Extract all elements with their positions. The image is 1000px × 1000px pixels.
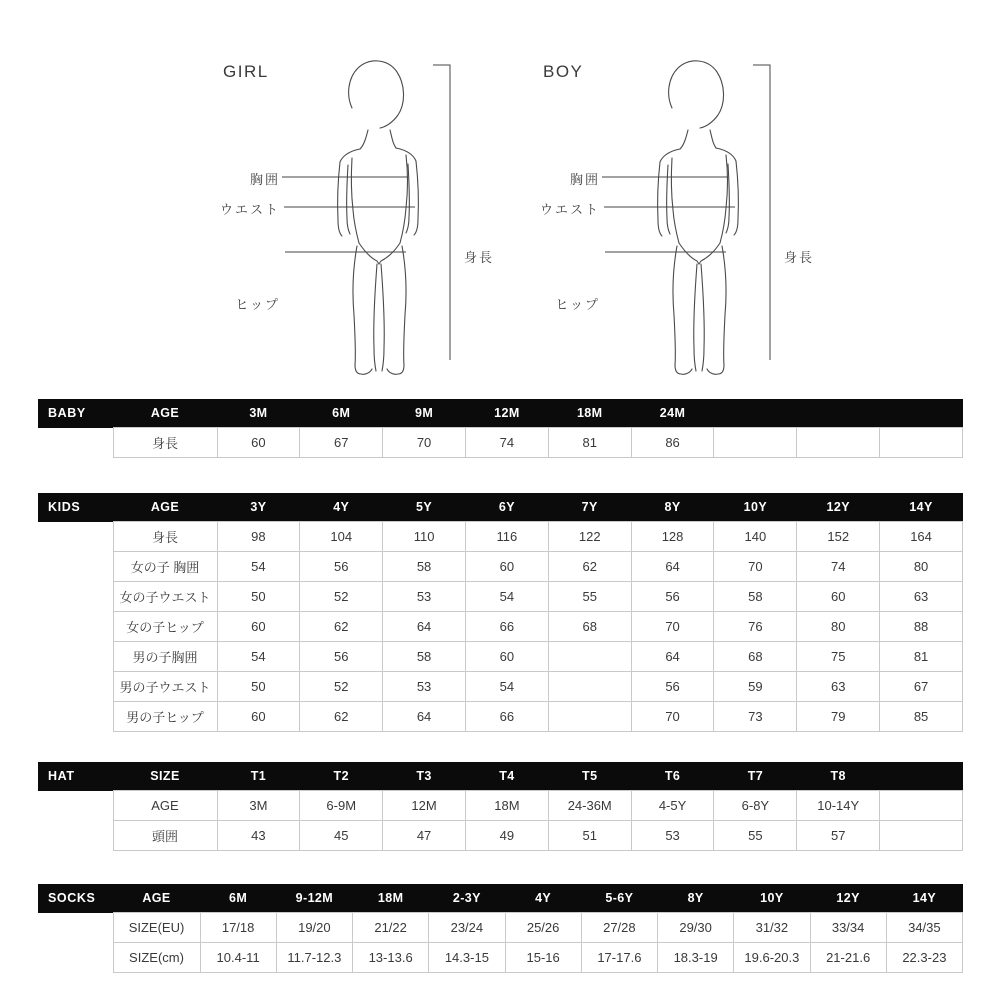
table-row [38, 552, 963, 582]
column-header [880, 399, 963, 428]
size-cell: 13-13.6 [353, 943, 429, 973]
size-cell: 98 [217, 522, 300, 552]
column-header: T8 [797, 762, 880, 791]
table-row [38, 821, 963, 851]
size-cell: 56 [631, 582, 714, 612]
measurement-lines [602, 65, 770, 360]
size-cell: 12M [383, 791, 466, 821]
corner-cell [38, 642, 113, 672]
size-cell: 52 [300, 672, 383, 702]
boy-height-label: 身長 [784, 250, 815, 265]
size-cell: 62 [300, 702, 383, 732]
height-bracket-line [753, 65, 770, 360]
size-cell: 3M [217, 791, 300, 821]
corner-cell [38, 522, 113, 552]
boy-chest-label: 胸囲 [569, 172, 600, 187]
size-cell: 81 [548, 428, 631, 458]
baby-size-table [38, 399, 963, 458]
table-row [38, 582, 963, 612]
column-header: 3M [217, 399, 300, 428]
size-cell: 57 [797, 821, 880, 851]
row-label: AGE [113, 791, 217, 821]
size-cell: 15-16 [505, 943, 581, 973]
column-header [714, 399, 797, 428]
size-cell: 64 [383, 612, 466, 642]
size-cell: 128 [631, 522, 714, 552]
girl-hip-label: ヒップ [235, 297, 280, 312]
table-row [38, 913, 963, 943]
corner-cell [38, 672, 113, 702]
table-row [38, 791, 963, 821]
size-cell: 56 [631, 672, 714, 702]
column-header: 7Y [548, 493, 631, 522]
row-label: 頭囲 [113, 821, 217, 851]
size-cell: 49 [465, 821, 548, 851]
category-label: SOCKS [38, 884, 113, 913]
column-header: 10Y [734, 884, 810, 913]
size-cell: 23/24 [429, 913, 505, 943]
size-cell: 64 [383, 702, 466, 732]
corner-cell [38, 913, 113, 943]
size-cell: 33/34 [810, 913, 886, 943]
corner-cell [38, 702, 113, 732]
size-cell [548, 672, 631, 702]
size-cell: 66 [465, 612, 548, 642]
row-label: 男の子ウエスト [113, 672, 217, 702]
size-cell: 116 [465, 522, 548, 552]
size-cell: 68 [548, 612, 631, 642]
header-row-label: SIZE [113, 762, 217, 791]
size-cell: 88 [880, 612, 963, 642]
column-header: T2 [300, 762, 383, 791]
size-cell: 62 [548, 552, 631, 582]
column-header: 18M [353, 884, 429, 913]
column-header: 6M [200, 884, 276, 913]
size-cell: 74 [465, 428, 548, 458]
size-cell: 58 [714, 582, 797, 612]
corner-cell [38, 821, 113, 851]
table-row [38, 522, 963, 552]
size-cell: 53 [383, 672, 466, 702]
size-cell: 58 [383, 642, 466, 672]
size-cell: 70 [631, 702, 714, 732]
corner-cell [38, 552, 113, 582]
table-row [38, 428, 963, 458]
size-cell: 31/32 [734, 913, 810, 943]
column-header: 6Y [465, 493, 548, 522]
size-cell: 54 [217, 552, 300, 582]
girl-chest-label: 胸囲 [249, 172, 280, 187]
size-cell: 164 [880, 522, 963, 552]
size-cell: 64 [631, 642, 714, 672]
size-cell: 55 [714, 821, 797, 851]
size-cell [880, 821, 963, 851]
size-cell: 81 [880, 642, 963, 672]
child-body-outline [658, 61, 739, 374]
size-cell: 6-9M [300, 791, 383, 821]
size-cell: 66 [465, 702, 548, 732]
row-label: SIZE(EU) [113, 913, 200, 943]
size-cell: 67 [300, 428, 383, 458]
size-cell: 60 [217, 428, 300, 458]
size-cell: 22.3-23 [886, 943, 962, 973]
size-cell: 60 [465, 552, 548, 582]
column-header: 8Y [631, 493, 714, 522]
height-bracket-line [433, 65, 450, 360]
socks-size-table [38, 884, 963, 973]
size-cell: 10.4-11 [200, 943, 276, 973]
size-cell: 27/28 [581, 913, 657, 943]
size-cell: 53 [631, 821, 714, 851]
boy-title: BOY [543, 62, 584, 81]
size-cell: 60 [217, 612, 300, 642]
column-header: 12M [465, 399, 548, 428]
size-cell: 10-14Y [797, 791, 880, 821]
column-header: 6M [300, 399, 383, 428]
boy-waist-label: ウエスト [539, 202, 600, 217]
column-header: T7 [714, 762, 797, 791]
girl-height-label: 身長 [464, 250, 495, 265]
column-header: T4 [465, 762, 548, 791]
size-cell: 56 [300, 642, 383, 672]
size-cell: 59 [714, 672, 797, 702]
size-cell: 47 [383, 821, 466, 851]
size-cell: 152 [797, 522, 880, 552]
size-cell: 55 [548, 582, 631, 612]
size-cell: 51 [548, 821, 631, 851]
size-cell [880, 428, 963, 458]
size-cell: 85 [880, 702, 963, 732]
size-cell: 70 [714, 552, 797, 582]
row-label: 身長 [113, 522, 217, 552]
table-row [38, 612, 963, 642]
row-label: 身長 [113, 428, 217, 458]
column-header: 4Y [505, 884, 581, 913]
category-label: HAT [38, 762, 113, 791]
girl-measurement-diagram [180, 50, 520, 395]
size-cell: 18.3-19 [658, 943, 734, 973]
column-header [797, 399, 880, 428]
column-header: T1 [217, 762, 300, 791]
size-cell: 76 [714, 612, 797, 642]
column-header: T3 [383, 762, 466, 791]
size-cell: 70 [631, 612, 714, 642]
size-cell: 24-36M [548, 791, 631, 821]
category-label: KIDS [38, 493, 113, 522]
column-header: 3Y [217, 493, 300, 522]
size-cell [548, 642, 631, 672]
size-cell: 54 [465, 672, 548, 702]
column-header: 2-3Y [429, 884, 505, 913]
child-body-outline [338, 61, 419, 374]
size-cell: 50 [217, 672, 300, 702]
size-cell: 52 [300, 582, 383, 612]
size-cell: 58 [383, 552, 466, 582]
corner-cell [38, 582, 113, 612]
size-cell: 64 [631, 552, 714, 582]
kids-size-table [38, 493, 963, 732]
column-header: 24M [631, 399, 714, 428]
size-cell: 21-21.6 [810, 943, 886, 973]
size-cell: 63 [880, 582, 963, 612]
size-cell: 25/26 [505, 913, 581, 943]
size-cell: 21/22 [353, 913, 429, 943]
size-cell: 60 [465, 642, 548, 672]
size-cell: 79 [797, 702, 880, 732]
corner-cell [38, 791, 113, 821]
size-cell: 62 [300, 612, 383, 642]
size-cell: 19.6-20.3 [734, 943, 810, 973]
column-header: 12Y [797, 493, 880, 522]
size-cell: 17/18 [200, 913, 276, 943]
header-row-label: AGE [113, 884, 200, 913]
boy-measurement-diagram [500, 50, 840, 395]
size-cell: 104 [300, 522, 383, 552]
size-cell [714, 428, 797, 458]
size-cell: 67 [880, 672, 963, 702]
size-cell: 60 [797, 582, 880, 612]
column-header: T5 [548, 762, 631, 791]
size-cell [548, 702, 631, 732]
header-row-label: AGE [113, 493, 217, 522]
row-label: 男の子胸囲 [113, 642, 217, 672]
girl-waist-label: ウエスト [219, 202, 280, 217]
column-header: 9-12M [276, 884, 352, 913]
row-label: 女の子 胸囲 [113, 552, 217, 582]
column-header: 8Y [658, 884, 734, 913]
girl-title: GIRL [223, 62, 269, 81]
column-header: 5Y [383, 493, 466, 522]
size-cell: 43 [217, 821, 300, 851]
girl-body-outline-drawing [180, 50, 520, 395]
size-cell: 68 [714, 642, 797, 672]
table-row [38, 943, 963, 973]
table-row [38, 702, 963, 732]
table-row [38, 672, 963, 702]
measurement-lines [282, 65, 450, 360]
column-header: 10Y [714, 493, 797, 522]
size-cell: 140 [714, 522, 797, 552]
size-cell: 86 [631, 428, 714, 458]
boy-body-outline-drawing [500, 50, 840, 395]
size-cell: 80 [880, 552, 963, 582]
size-cell: 122 [548, 522, 631, 552]
size-cell: 4-5Y [631, 791, 714, 821]
row-label: 女の子ウエスト [113, 582, 217, 612]
size-cell: 110 [383, 522, 466, 552]
size-cell: 34/35 [886, 913, 962, 943]
column-header: 14Y [886, 884, 962, 913]
column-header: 9M [383, 399, 466, 428]
column-header: T6 [631, 762, 714, 791]
size-cell: 14.3-15 [429, 943, 505, 973]
size-cell: 75 [797, 642, 880, 672]
size-cell: 56 [300, 552, 383, 582]
boy-hip-label: ヒップ [555, 297, 600, 312]
column-header: 14Y [880, 493, 963, 522]
category-label: BABY [38, 399, 113, 428]
size-cell [797, 428, 880, 458]
size-cell: 53 [383, 582, 466, 612]
corner-cell [38, 943, 113, 973]
size-cell: 73 [714, 702, 797, 732]
column-header [880, 762, 963, 791]
header-row-label: AGE [113, 399, 217, 428]
column-header: 18M [548, 399, 631, 428]
size-cell: 18M [465, 791, 548, 821]
size-cell: 45 [300, 821, 383, 851]
size-cell: 29/30 [658, 913, 734, 943]
row-label: 男の子ヒップ [113, 702, 217, 732]
size-cell: 17-17.6 [581, 943, 657, 973]
size-cell: 54 [217, 642, 300, 672]
row-label: SIZE(cm) [113, 943, 200, 973]
column-header: 4Y [300, 493, 383, 522]
table-row [38, 642, 963, 672]
column-header: 5-6Y [581, 884, 657, 913]
size-cell: 80 [797, 612, 880, 642]
hat-size-table [38, 762, 963, 851]
row-label: 女の子ヒップ [113, 612, 217, 642]
corner-cell [38, 612, 113, 642]
size-cell: 74 [797, 552, 880, 582]
size-cell: 11.7-12.3 [276, 943, 352, 973]
size-cell: 63 [797, 672, 880, 702]
size-cell: 19/20 [276, 913, 352, 943]
column-header: 12Y [810, 884, 886, 913]
size-cell: 50 [217, 582, 300, 612]
corner-cell [38, 428, 113, 458]
size-cell: 6-8Y [714, 791, 797, 821]
size-cell: 54 [465, 582, 548, 612]
size-cell: 70 [383, 428, 466, 458]
size-cell: 60 [217, 702, 300, 732]
size-cell [880, 791, 963, 821]
